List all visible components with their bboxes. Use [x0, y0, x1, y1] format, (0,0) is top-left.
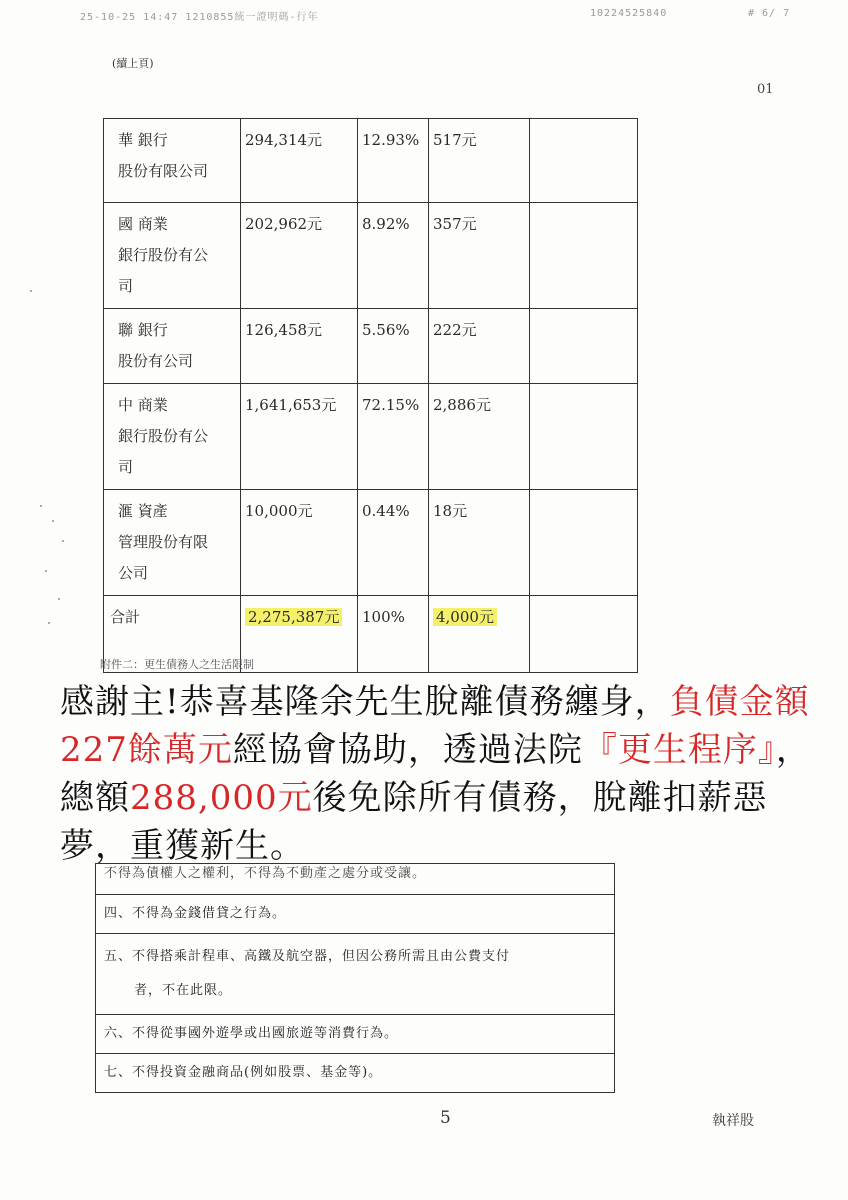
payment-cell: 517元 — [429, 119, 530, 203]
table-row — [104, 490, 638, 596]
page-code: 01 — [757, 82, 774, 97]
table-row — [104, 384, 638, 490]
rule-item: 五、不得搭乘計程車、高鐵及航空器，但因公務所需且由公費支付 者，不在此限。 — [96, 934, 614, 1015]
payment-cell: 18元 — [429, 490, 530, 596]
payment-cell: 2,886元 — [429, 384, 530, 490]
announcement-text-3: ，總額 — [60, 730, 811, 818]
amount-cell: 10,000元 — [241, 490, 358, 596]
scan-speck — [52, 520, 54, 522]
scan-speck — [45, 570, 47, 572]
creditor-cell: 中 商業 銀行股份有公 司 — [104, 384, 241, 490]
scan-speck — [40, 505, 42, 507]
scan-speck — [48, 622, 50, 624]
announcement-text-1: 感謝主!恭喜基隆余先生脫離債務纏身， — [60, 682, 670, 722]
table-row — [104, 119, 638, 203]
scan-speck — [62, 540, 64, 542]
fax-header-left: 25-10-25 14:47 1210855統一證明碼-行年 — [80, 12, 319, 23]
table-row — [104, 203, 638, 309]
note-cell — [530, 309, 638, 384]
amount-cell: 1,641,653元 — [241, 384, 358, 490]
clipped-appendix-title: 附件二：更生債務人之生活限制 — [100, 658, 254, 671]
total-percent: 100% — [358, 596, 429, 673]
footer-label: 執祥股 — [712, 1113, 754, 1129]
amount-cell: 202,962元 — [241, 203, 358, 309]
percent-cell: 0.44% — [358, 490, 429, 596]
debt-table — [103, 118, 638, 673]
creditor-cell: 國 商業 銀行股份有公 司 — [104, 203, 241, 309]
scan-speck — [30, 290, 32, 292]
rule-item: 六、不得從事國外遊學或出國旅遊等消費行為。 — [96, 1015, 614, 1054]
creditor-cell: 聯 銀行 股份有公司 — [104, 309, 241, 384]
fax-page-ref: # 6/ 7 — [748, 8, 791, 19]
note-cell — [530, 490, 638, 596]
total-note — [530, 596, 638, 673]
fax-header-right: 10224525840 — [590, 8, 668, 19]
total-payment-cell — [429, 596, 530, 673]
payment-cell: 222元 — [429, 309, 530, 384]
total-label: 合計 — [104, 596, 241, 673]
note-cell — [530, 119, 638, 203]
announcement-overlay — [60, 676, 820, 870]
creditor-cell: 華 銀行 股份有限公司 — [104, 119, 241, 203]
amount-cell: 294,314元 — [241, 119, 358, 203]
percent-cell: 5.56% — [358, 309, 429, 384]
scan-speck — [58, 598, 60, 600]
announcement-text-4: 後免除所有債務，脫離扣薪惡夢，重獲新生。 — [60, 778, 768, 866]
creditor-cell: 滙 資產 管理股份有限 公司 — [104, 490, 241, 596]
payment-cell: 357元 — [429, 203, 530, 309]
rule-item: 四、不得為金錢借貸之行為。 — [96, 895, 614, 934]
total-payment: 4,000元 — [433, 608, 497, 626]
note-cell — [530, 203, 638, 309]
restrictions-table — [95, 863, 615, 1093]
rule-partial: 不得為債權人之權利，不得為不動產之處分或受讓。 — [96, 864, 614, 895]
percent-cell: 72.15% — [358, 384, 429, 490]
percent-cell: 8.92% — [358, 203, 429, 309]
announcement-procedure: 『更生程序』 — [582, 730, 776, 770]
note-cell — [530, 384, 638, 490]
percent-cell: 12.93% — [358, 119, 429, 203]
amount-cell: 126,458元 — [241, 309, 358, 384]
total-amount-cell — [241, 596, 358, 673]
continued-label: (續上頁) — [112, 57, 154, 70]
announcement-text-2: 經協會協助，透過法院 — [232, 730, 583, 770]
announcement-total-amount: 288,000元 — [130, 778, 313, 818]
total-amount: 2,275,387元 — [245, 608, 342, 626]
page-number: 5 — [440, 1108, 451, 1128]
rule-item: 七、不得投資金融商品(例如股票、基金等)。 — [104, 1065, 383, 1080]
announcement-debt-amount: 負債金額227餘萬元 — [60, 682, 810, 770]
table-row — [104, 309, 638, 384]
